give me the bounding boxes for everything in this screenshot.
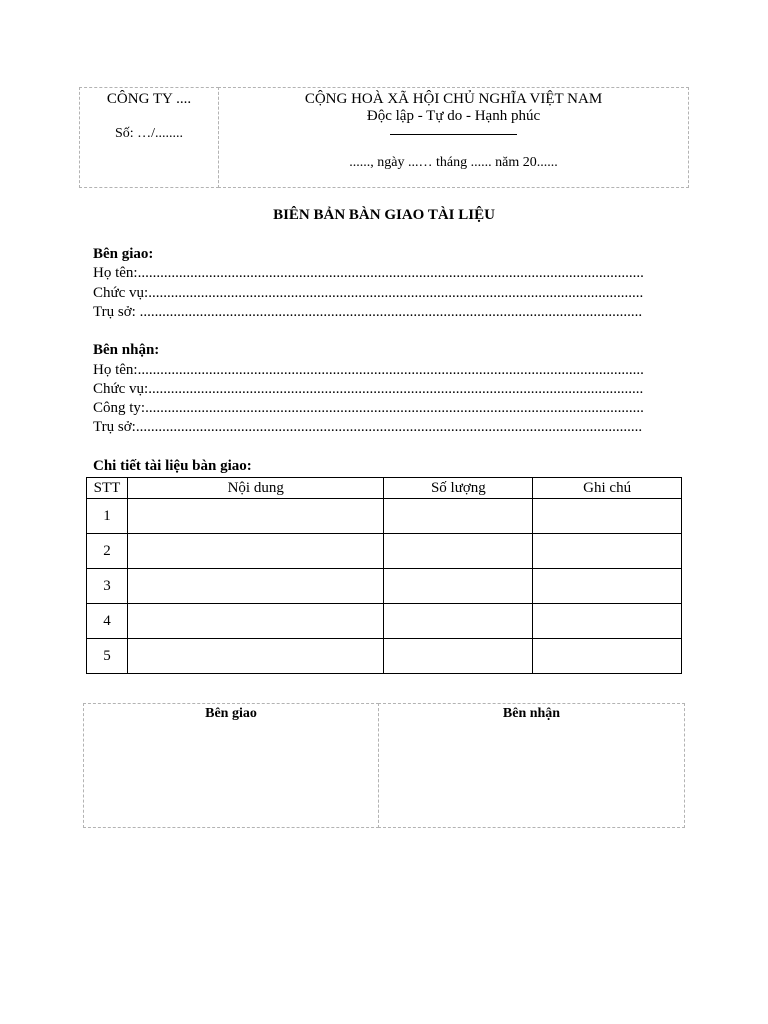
column-header-content: Nội dung — [127, 478, 384, 499]
quantity-cell[interactable] — [384, 639, 533, 674]
receiver-signature-label: Bên nhận — [502, 706, 561, 721]
details-heading: Chi tiết tài liệu bàn giao: — [93, 458, 252, 474]
row-number: 4 — [87, 604, 128, 639]
header-company-cell — [79, 87, 219, 188]
receiver-heading: Bên nhận: — [93, 342, 160, 358]
row-number: 1 — [87, 499, 128, 534]
receiver-company-line: Công ty:..................................................................................................................................... — [93, 400, 644, 416]
column-header-quantity: Số lượng — [384, 478, 533, 499]
sender-address-line: Trụ sở: ...................................................................................................................................... — [93, 304, 643, 320]
notes-cell[interactable] — [533, 639, 682, 674]
table-row — [87, 534, 682, 569]
notes-cell[interactable] — [533, 569, 682, 604]
document-number: Số: …/........ — [114, 126, 184, 141]
notes-cell[interactable] — [533, 604, 682, 639]
header-nation-cell — [218, 87, 689, 188]
column-header-notes: Ghi chú — [533, 478, 682, 499]
receiver-address-line: Trụ sở:....................................................................................................................................... — [93, 419, 643, 435]
quantity-cell[interactable] — [384, 499, 533, 534]
table-row — [87, 499, 682, 534]
document-title: BIÊN BẢN BÀN GIAO TÀI LIỆU — [273, 207, 495, 223]
notes-cell[interactable] — [533, 534, 682, 569]
content-cell[interactable] — [127, 499, 384, 534]
row-number: 2 — [87, 534, 128, 569]
quantity-cell[interactable] — [384, 569, 533, 604]
sender-signature-box — [83, 703, 379, 828]
nation-name: CỘNG HOÀ XÃ HỘI CHỦ NGHĨA VIỆT NAM — [304, 91, 603, 107]
sender-heading: Bên giao: — [93, 246, 154, 262]
table-row — [87, 639, 682, 674]
receiver-signature-box — [378, 703, 685, 828]
table-row — [87, 569, 682, 604]
national-motto: Độc lập - Tự do - Hạnh phúc — [366, 108, 541, 124]
row-number: 3 — [87, 569, 128, 604]
date-line: ......, ngày ...… tháng ...... năm 20...... — [349, 155, 558, 170]
details-table — [86, 477, 682, 674]
content-cell[interactable] — [127, 604, 384, 639]
receiver-name-line: Họ tên:....................................................................................................................................... — [93, 362, 644, 378]
notes-cell[interactable] — [533, 499, 682, 534]
motto-underline — [390, 134, 517, 135]
column-header-stt: STT — [87, 478, 128, 499]
table-header-row — [87, 478, 682, 499]
table-row — [87, 604, 682, 639]
company-name: CÔNG TY .... — [106, 91, 192, 107]
content-cell[interactable] — [127, 639, 384, 674]
receiver-position-line: Chức vụ:.................................................................................................................................... — [93, 381, 644, 397]
row-number: 5 — [87, 639, 128, 674]
content-cell[interactable] — [127, 569, 384, 604]
quantity-cell[interactable] — [384, 534, 533, 569]
content-cell[interactable] — [127, 534, 384, 569]
sender-position-line: Chức vụ:.................................................................................................................................... — [93, 285, 644, 301]
sender-signature-label: Bên giao — [205, 706, 257, 721]
quantity-cell[interactable] — [384, 604, 533, 639]
sender-name-line: Họ tên:....................................................................................................................................... — [93, 265, 644, 281]
